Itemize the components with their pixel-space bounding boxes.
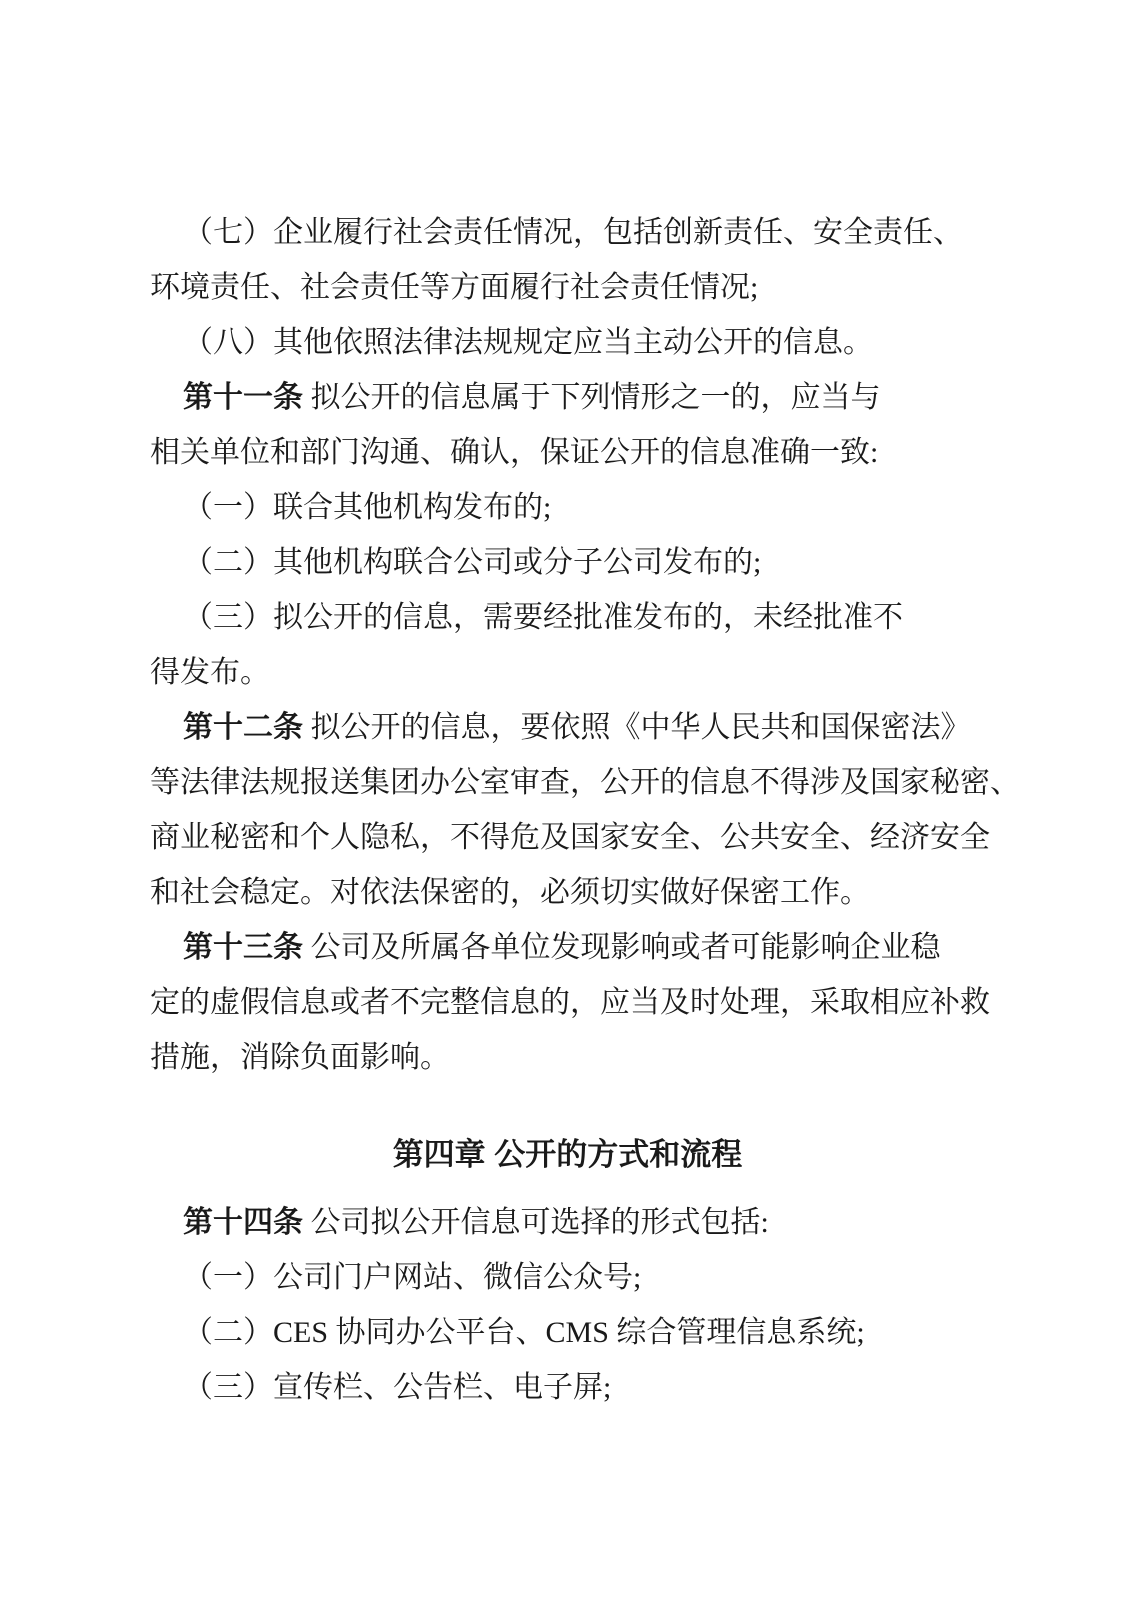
article-number: 第十二条 <box>183 711 303 744</box>
line-text: 公司及所属各单位发现影响或者可能影响企业稳 <box>303 931 941 964</box>
line-text: 环境责任、社会责任等方面履行社会责任情况; <box>150 271 759 304</box>
line-text: （三）宣传栏、公告栏、电子屏; <box>183 1371 612 1404</box>
line-text: （一）公司门户网站、微信公众号; <box>183 1261 642 1294</box>
text-line <box>150 590 985 645</box>
line-text: 措施，消除负面影响。 <box>150 1041 450 1074</box>
text-line <box>150 480 985 535</box>
line-text: （一）联合其他机构发布的; <box>183 491 552 524</box>
line-text: 拟公开的信息，要依照《中华人民共和国保密法》 <box>303 711 971 744</box>
line-text: 相关单位和部门沟通、确认，保证公开的信息准确一致: <box>150 436 879 469</box>
line-text: （八）其他依照法律法规规定应当主动公开的信息。 <box>183 326 873 359</box>
text-line <box>150 1195 985 1250</box>
text-line <box>150 315 985 370</box>
text-line <box>150 700 985 755</box>
line-text: 拟公开的信息属于下列情形之一的，应当与 <box>303 381 881 414</box>
article-number: 第十四条 <box>183 1206 303 1239</box>
article-number: 第十三条 <box>183 931 303 964</box>
line-text: 得发布。 <box>150 656 270 689</box>
chapter-heading <box>150 1127 985 1182</box>
line-text: 和社会稳定。对依法保密的，必须切实做好保密工作。 <box>150 876 870 909</box>
text-line <box>150 1030 985 1085</box>
line-text: 第四章 公开的方式和流程 <box>392 1137 743 1172</box>
line-text: 定的虚假信息或者不完整信息的，应当及时处理，采取相应补救 <box>150 986 990 1019</box>
text-line <box>150 645 985 700</box>
text-line <box>150 425 985 480</box>
line-text: （二）CES 协同办公平台、CMS 综合管理信息系统; <box>183 1316 865 1349</box>
line-text: （三）拟公开的信息，需要经批准发布的，未经批准不 <box>183 601 903 634</box>
text-line <box>150 1360 985 1415</box>
article-number: 第十一条 <box>183 381 303 414</box>
text-line <box>150 535 985 590</box>
text-line <box>150 205 985 260</box>
text-line <box>150 975 990 1030</box>
text-line <box>150 370 985 425</box>
text-line <box>150 260 985 315</box>
text-line <box>150 865 985 920</box>
line-text: 等法律法规报送集团办公室审查，公开的信息不得涉及国家秘密、 <box>150 766 1020 799</box>
text-line <box>150 1250 985 1305</box>
document-lines <box>150 205 1020 1415</box>
text-line <box>150 810 990 865</box>
line-text: （二）其他机构联合公司或分子公司发布的; <box>183 546 762 579</box>
line-text: 商业秘密和个人隐私，不得危及国家安全、公共安全、经济安全 <box>150 821 990 854</box>
line-text: 公司拟公开信息可选择的形式包括: <box>303 1206 769 1239</box>
text-line <box>150 1305 985 1360</box>
line-text: （七）企业履行社会责任情况，包括创新责任、安全责任、 <box>183 216 963 249</box>
text-line <box>150 755 1020 810</box>
text-line <box>150 920 985 975</box>
